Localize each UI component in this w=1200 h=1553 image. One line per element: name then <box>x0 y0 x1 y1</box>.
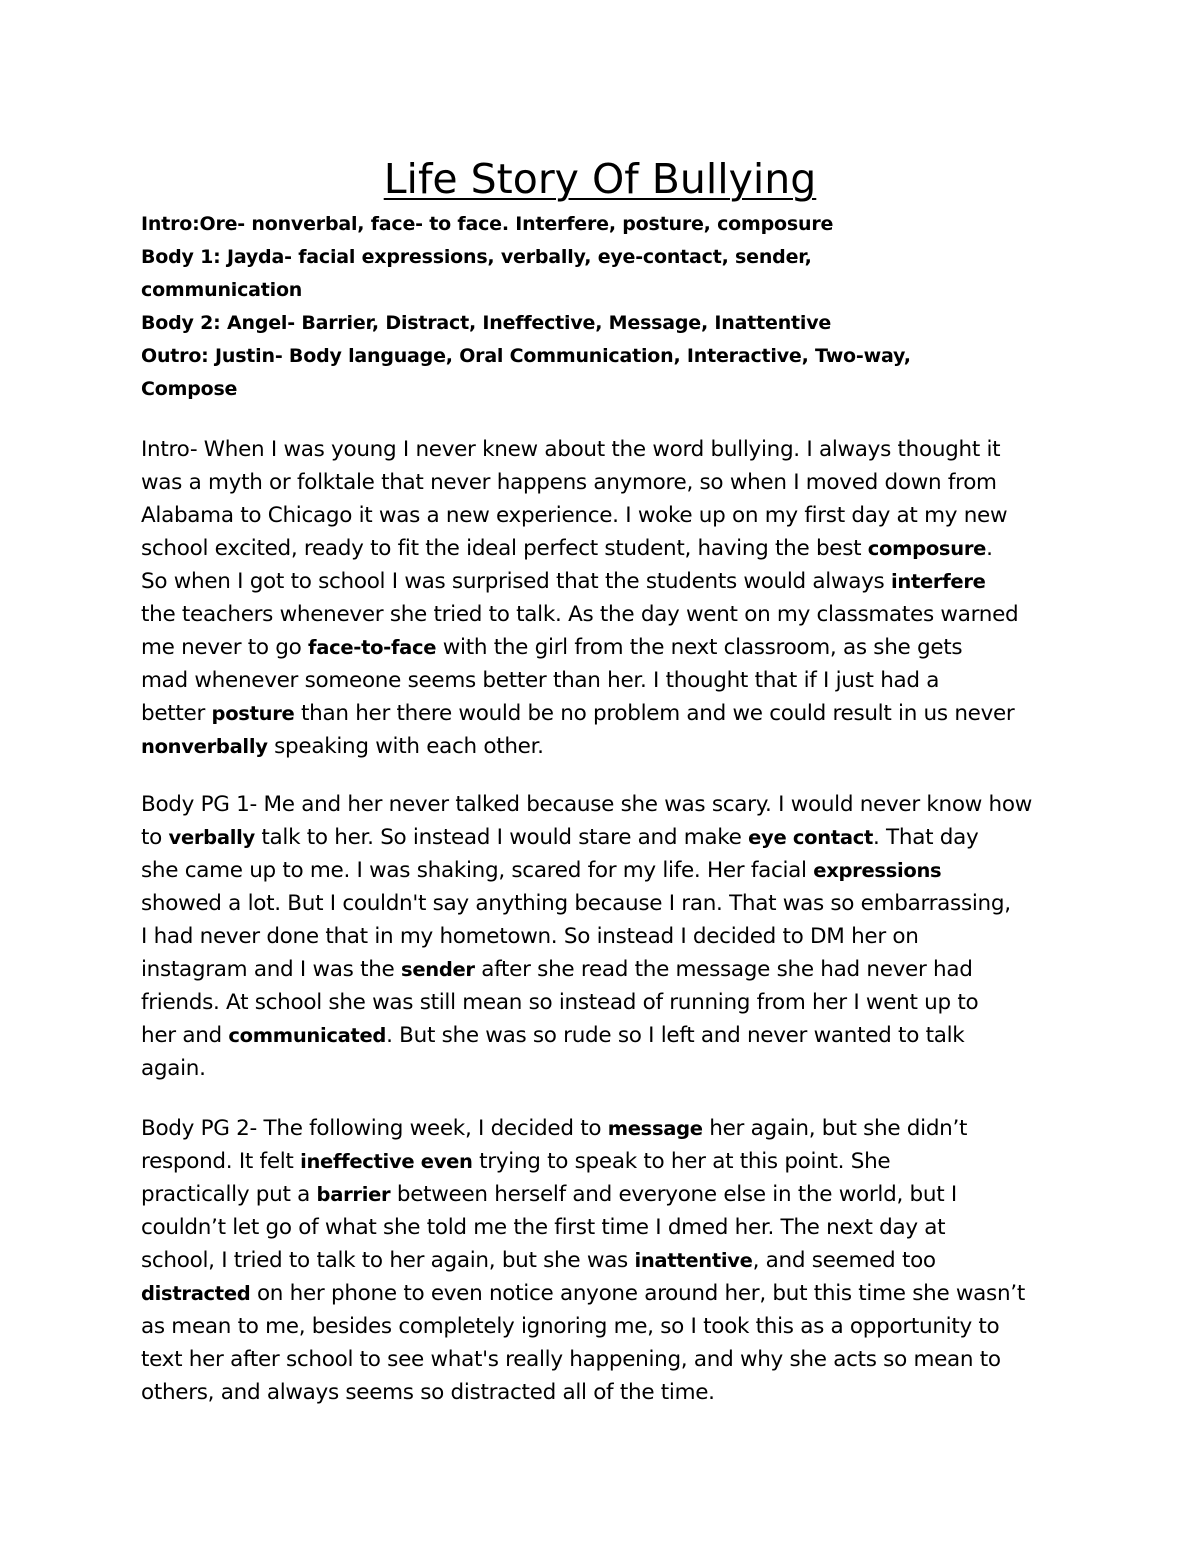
text-line <box>141 953 1066 986</box>
line-text: . <box>986 536 993 561</box>
outline-line-outro <box>141 340 1061 373</box>
line-text: text her after school to see what's really happening, and why she acts so mean to <box>141 1347 1001 1372</box>
line-text: her again, but she didn’t <box>702 1116 968 1141</box>
line-text: between herself and everyone else in the world, but I <box>390 1182 957 1207</box>
keyword: eye contact <box>748 826 873 849</box>
line-text: Intro- When I was young I never knew about the word bullying. I always thought it <box>141 437 1001 462</box>
keyword: sender <box>401 958 475 981</box>
text-line <box>141 1112 1066 1145</box>
text-line <box>141 986 1066 1019</box>
keyword: nonverbally <box>141 735 268 758</box>
keyword: distracted <box>141 1282 251 1305</box>
intro-paragraph <box>141 433 1066 763</box>
text-line <box>141 730 1066 763</box>
line-text: . That day <box>872 825 979 850</box>
text-line <box>141 1145 1066 1178</box>
line-text: the teachers whenever she tried to talk. As the day went on my classmates warned <box>141 602 1019 627</box>
line-text: respond. It felt <box>141 1149 301 1174</box>
keyword: posture <box>211 702 295 725</box>
line-text: Body PG 1- Me and her never talked because she was scary. I would never know how <box>141 792 1033 817</box>
outline-text: Angel- Barrier, Distract, Ineffective, Message, Inattentive <box>226 312 832 334</box>
outline-line-body-2 <box>141 307 1061 340</box>
line-text: mad whenever someone seems better than her. I thought that if I just had a <box>141 668 940 693</box>
text-line <box>141 887 1066 920</box>
line-text: better <box>141 701 212 726</box>
text-line <box>141 1244 1066 1277</box>
line-text: , and seemed too <box>752 1248 936 1273</box>
line-text: instagram and I was the <box>141 957 402 982</box>
line-text: again. <box>141 1056 206 1081</box>
line-text: school excited, ready to fit the ideal perfect student, having the best <box>141 536 868 561</box>
outline-line-intro <box>141 208 1061 241</box>
text-line <box>141 1178 1066 1211</box>
text-line <box>141 788 1066 821</box>
outline-text: facial expressions, verbally, eye-contact, sender, <box>291 246 812 268</box>
outline-line-body-1 <box>141 241 1061 274</box>
text-line <box>141 664 1066 697</box>
line-text: me never to go <box>141 635 309 660</box>
text-line <box>141 1019 1066 1052</box>
line-text: friends. At school she was still mean so instead of running from her I went up to <box>141 990 979 1015</box>
outline-label: Body 2: <box>141 312 227 334</box>
keyword: message <box>607 1117 703 1140</box>
text-line <box>141 1277 1066 1310</box>
line-text: on her phone to even notice anyone around her, but this time she wasn’t <box>250 1281 1025 1306</box>
text-line <box>141 821 1066 854</box>
text-line <box>141 697 1066 730</box>
text-line <box>141 433 1066 466</box>
outline-line-body-1-cont <box>141 274 1061 307</box>
keyword: interfere <box>891 570 986 593</box>
text-line <box>141 499 1066 532</box>
keyword: barrier <box>316 1183 391 1206</box>
outline-line-outro-cont <box>141 373 1061 406</box>
line-text: than her there would be no problem and we could result in us never <box>294 701 1015 726</box>
line-text: talk to her. So instead I would stare and make <box>254 825 749 850</box>
text-line <box>141 854 1066 887</box>
line-text: showed a lot. But I couldn't say anything because I ran. That was so embarrassing, <box>141 891 1011 916</box>
line-text: practically put a <box>141 1182 317 1207</box>
line-text: Alabama to Chicago it was a new experience. I woke up on my first day at my new <box>141 503 1008 528</box>
body-paragraph-1 <box>141 788 1066 1085</box>
outline-text: Ore- nonverbal, face- to face. Interfere, posture, composure <box>199 213 834 235</box>
outline-text: Compose <box>141 378 238 400</box>
line-text: couldn’t let go of what she told me the first time I dmed her. The next day at <box>141 1215 946 1240</box>
line-text: as mean to me, besides completely ignoring me, so I took this as a opportunity to <box>141 1314 1000 1339</box>
text-line <box>141 1310 1066 1343</box>
keyword: expressions <box>813 859 942 882</box>
text-line <box>141 532 1066 565</box>
text-line <box>141 1211 1066 1244</box>
keyword: inattentive <box>634 1249 753 1272</box>
outline-label: Outro: Justin- <box>141 345 283 367</box>
line-text: speaking with each other. <box>267 734 544 759</box>
text-line <box>141 565 1066 598</box>
text-line <box>141 1052 1066 1085</box>
keyword: face-to-face <box>308 636 437 659</box>
line-text: . But she was so rude so I left and never wanted to talk <box>386 1023 965 1048</box>
keyword: communicated <box>228 1024 387 1047</box>
keyword: verbally <box>168 826 255 849</box>
outline-block <box>141 208 1061 406</box>
line-text: trying to speak to her at this point. She <box>472 1149 891 1174</box>
line-text: So when I got to school I was surprised that the students would always <box>141 569 891 594</box>
body-paragraph-2 <box>141 1112 1066 1409</box>
line-text: was a myth or folktale that never happens anymore, so when I moved down from <box>141 470 997 495</box>
outline-label: Body 1: Jayda- <box>141 246 292 268</box>
text-line <box>141 1343 1066 1376</box>
line-text: others, and always seems so distracted all of the time. <box>141 1380 715 1405</box>
line-text: after she read the message she had never had <box>474 957 973 982</box>
line-text: school, I tried to talk to her again, but she was <box>141 1248 635 1273</box>
text-line <box>141 466 1066 499</box>
keyword: composure <box>867 537 987 560</box>
line-text: her and <box>141 1023 229 1048</box>
line-text: Body PG 2- The following week, I decided to <box>141 1116 608 1141</box>
keyword: ineffective even <box>300 1150 473 1173</box>
line-text: to <box>141 825 169 850</box>
document-title: Life Story Of Bullying <box>383 155 817 203</box>
outline-text: communication <box>141 279 303 301</box>
line-text: I had never done that in my hometown. So instead I decided to DM her on <box>141 924 919 949</box>
text-line <box>141 920 1066 953</box>
text-line <box>141 598 1066 631</box>
line-text: she came up to me. I was shaking, scared for my life. Her facial <box>141 858 814 883</box>
text-line <box>141 1376 1066 1409</box>
line-text: with the girl from the next classroom, as she gets <box>436 635 963 660</box>
outline-label: Intro: <box>141 213 200 235</box>
text-line <box>141 631 1066 664</box>
outline-text: Body language, Oral Communication, Interactive, Two-way, <box>282 345 911 367</box>
